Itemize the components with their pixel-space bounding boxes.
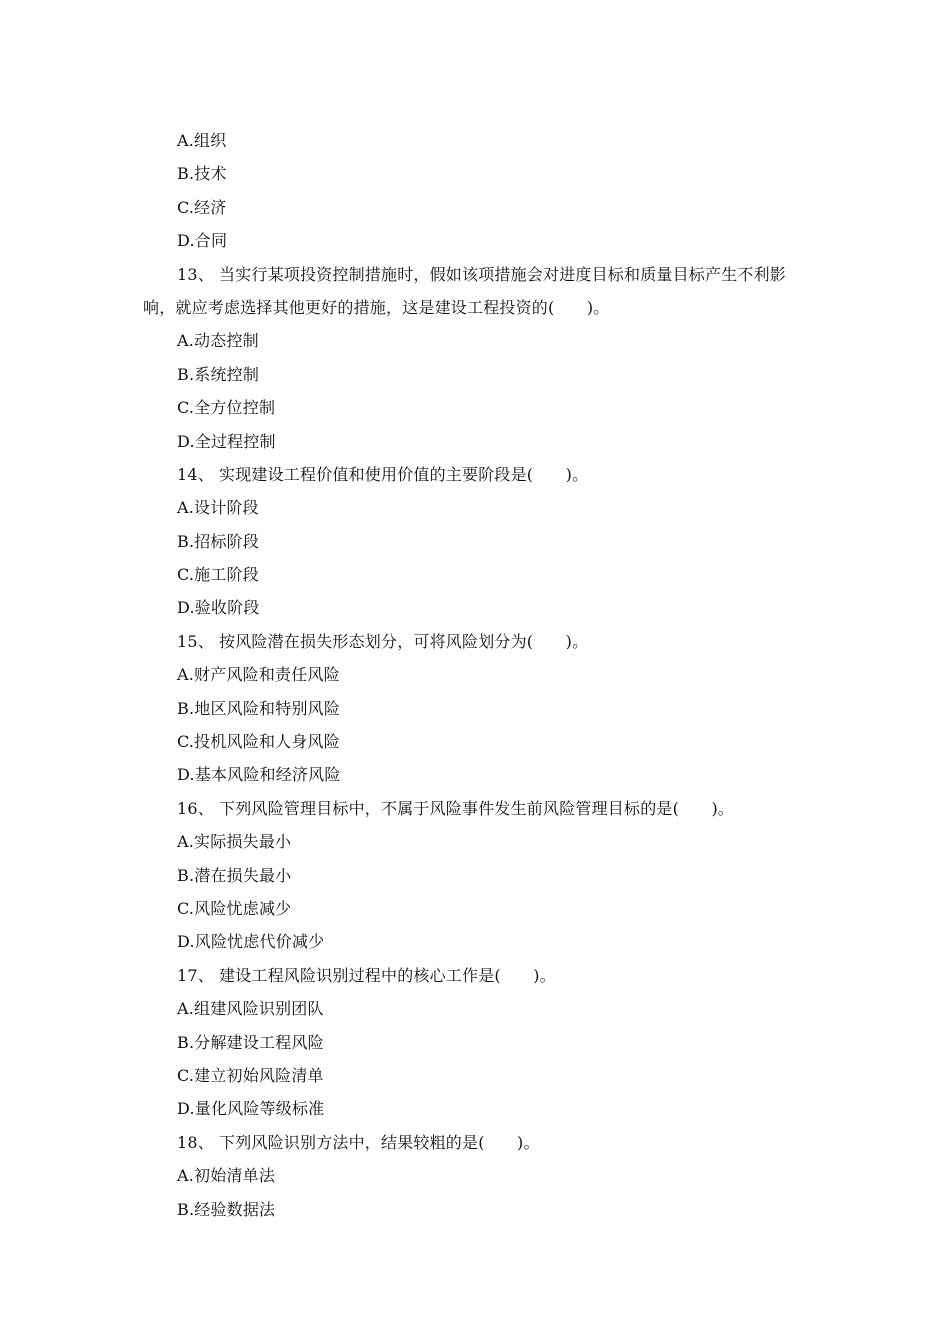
question-17 bbox=[0, 959, 950, 992]
question-number: 18、 bbox=[177, 1132, 214, 1152]
exam-content bbox=[0, 124, 950, 1226]
option-line: C.风险忧虑减少 bbox=[177, 898, 292, 918]
question-text: 建设工程风险识别过程中的核心工作是( )。 bbox=[219, 965, 556, 985]
question-text: 下列风险识别方法中，结果较粗的是( )。 bbox=[219, 1132, 540, 1152]
option-line: D.基本风险和经济风险 bbox=[177, 765, 341, 785]
option-line: A.动态控制 bbox=[177, 331, 259, 351]
question-number: 15、 bbox=[177, 631, 214, 651]
option-line: C.经济 bbox=[177, 197, 227, 217]
question-text: 当实行某项投资控制措施时，假如该项措施会对进度目标和质量目标产生不利影 bbox=[219, 264, 787, 284]
question-number: 16、 bbox=[177, 798, 214, 818]
question-number: 14、 bbox=[177, 464, 214, 484]
option-line: B.系统控制 bbox=[177, 364, 260, 384]
option-line: B.潜在损失最小 bbox=[177, 865, 292, 885]
question-18 bbox=[0, 1126, 950, 1159]
option-line: B.分解建设工程风险 bbox=[177, 1032, 324, 1052]
question-number: 17、 bbox=[177, 965, 214, 985]
question-14 bbox=[0, 458, 950, 491]
option-line: A.组建风险识别团队 bbox=[177, 999, 324, 1019]
option-line: B.地区风险和特别风险 bbox=[177, 698, 341, 718]
option-line: D.全过程控制 bbox=[177, 431, 276, 451]
option-line: A.组织 bbox=[177, 131, 227, 150]
question-continuation: 响，就应考虑选择其他更好的措施，这是建设工程投资的( )。 bbox=[143, 297, 610, 317]
option-line: A.设计阶段 bbox=[177, 498, 259, 518]
option-line: C.投机风险和人身风险 bbox=[177, 732, 340, 752]
option-line: C.建立初始风险清单 bbox=[177, 1065, 324, 1085]
option-line: B.招标阶段 bbox=[177, 531, 260, 551]
option-line: D.风险忧虑代价减少 bbox=[177, 932, 325, 952]
question-text: 实现建设工程价值和使用价值的主要阶段是( )。 bbox=[219, 464, 589, 484]
option-line: A.财产风险和责任风险 bbox=[177, 665, 340, 685]
question-15 bbox=[0, 625, 950, 658]
option-line: C.全方位控制 bbox=[177, 398, 276, 418]
option-line: D.验收阶段 bbox=[177, 598, 260, 618]
question-number: 13、 bbox=[177, 264, 214, 284]
option-line: A.初始清单法 bbox=[177, 1166, 276, 1186]
question-text: 按风险潜在损失形态划分，可将风险划分为( )。 bbox=[219, 631, 589, 651]
option-line: C.施工阶段 bbox=[177, 565, 259, 585]
question-text: 下列风险管理目标中，不属于风险事件发生前风险管理目标的是( )。 bbox=[219, 798, 735, 818]
question-16 bbox=[0, 792, 950, 825]
option-line: B.技术 bbox=[177, 164, 227, 184]
option-line: A.实际损失最小 bbox=[177, 832, 292, 852]
option-line: D.合同 bbox=[177, 231, 228, 251]
option-line: D.量化风险等级标准 bbox=[177, 1099, 325, 1119]
option-line: B.经验数据法 bbox=[177, 1199, 276, 1219]
question-13 bbox=[0, 258, 950, 291]
